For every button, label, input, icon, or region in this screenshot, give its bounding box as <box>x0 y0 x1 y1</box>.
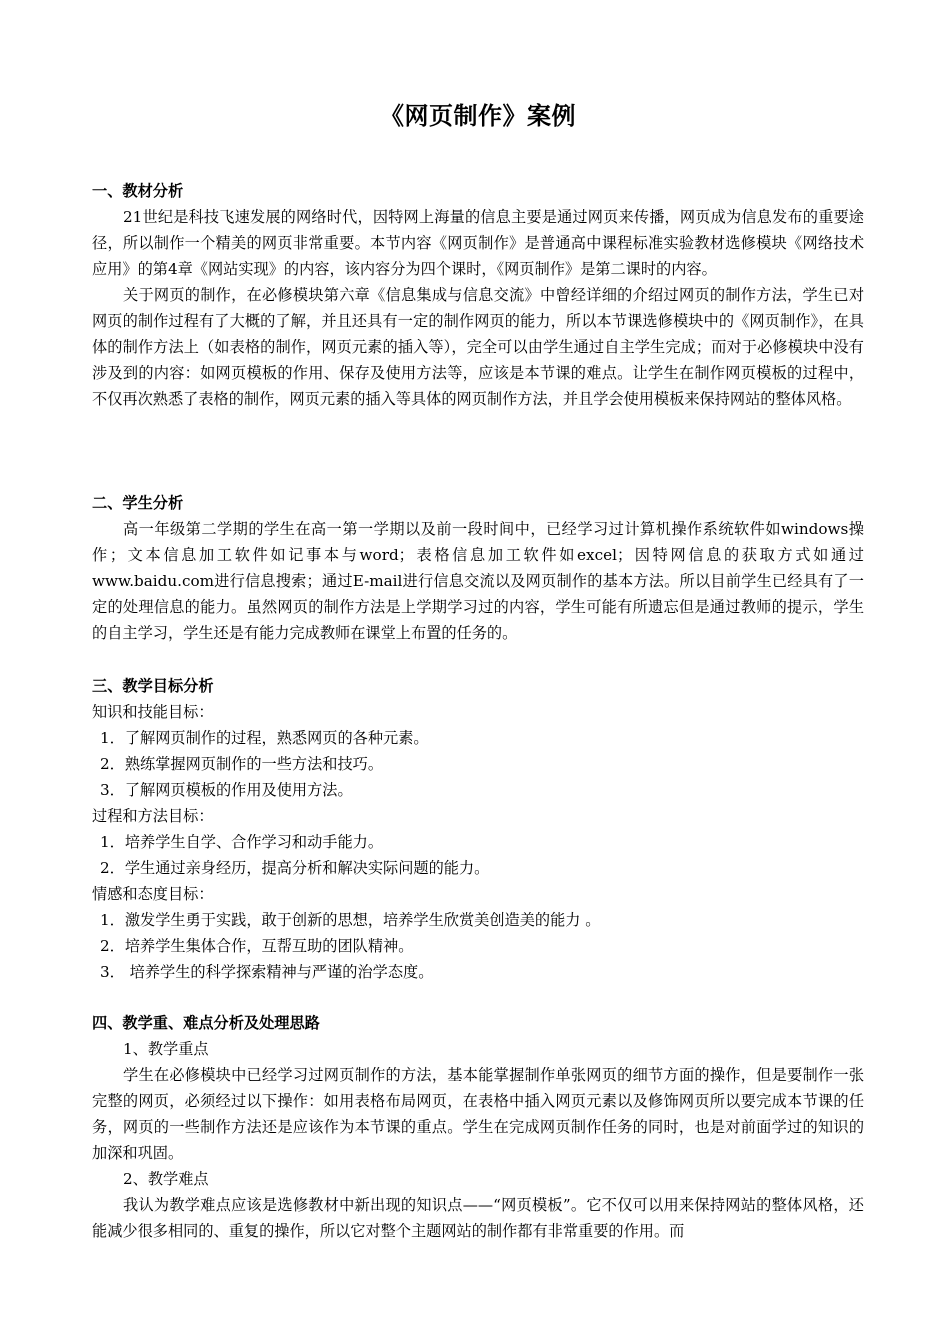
section-teaching-goals <box>92 673 864 985</box>
section-textbook-analysis <box>92 178 864 412</box>
list-item: 1．激发学生勇于实践，敢于创新的思想，培养学生欣赏美创造美的能力 。 <box>100 911 601 929</box>
list-item: 2．熟练掌握网页制作的一些方法和技巧。 <box>100 755 384 773</box>
section-heading: 三、教学目标分析 <box>92 677 214 695</box>
paragraph: 我认为教学难点应该是选修教材中新出现的知识点——“网页模板”。它不仅可以用来保持网站的整体风格，还能减少很多相同的、重复的操作，所以它对整个主题网站的制作都有非常重要的作用。而 <box>92 1196 864 1240</box>
subheading-difficulty: 2、教学难点 <box>123 1170 209 1188</box>
subheading-focus: 1、教学重点 <box>123 1040 209 1058</box>
list-item: 2．培养学生集体合作，互帮互助的团队精神。 <box>100 937 414 955</box>
section-heading: 二、学生分析 <box>92 494 184 512</box>
section-key-points <box>92 1010 864 1244</box>
paragraph: 高一年级第二学期的学生在高一第一学期以及前一段时间中，已经学习过计算机操作系统软件如windows操作；文本信息加工软件如记事本与word；表格信息加工软件如excel；因特网信息的获取方式如通过www.baidu.com进行信息搜索；通过E-mail进行信息交流以及网页制作的基本方法。所以目前学生已经具有了一定的处理信息的能力。虽然网页的制作方法是上学期学习过的内容，学生可能有所遗忘但是通过教师的提示，学生的自主学习，学生还是有能力完成教师在课堂上布置的任务的。 <box>92 520 864 642</box>
section-heading: 四、教学重、难点分析及处理思路 <box>92 1014 320 1032</box>
list-item: 3． 培养学生的科学探索精神与严谨的治学态度。 <box>100 963 434 981</box>
list-item: 2．学生通过亲身经历，提高分析和解决实际问题的能力。 <box>100 859 490 877</box>
paragraph: 学生在必修模块中已经学习过网页制作的方法，基本能掌握制作单张网页的细节方面的操作，但是要制作一张完整的网页，必须经过以下操作：如用表格布局网页，在表格中插入网页元素以及修饰网页所以要完成本节课的任务，网页的一些制作方法还是应该作为本节课的重点。学生在完成网页制作任务的同时，也是对前面学过的知识的加深和巩固。 <box>92 1066 864 1162</box>
knowledge-goals-label: 知识和技能目标： <box>92 703 214 721</box>
process-goals-label: 过程和方法目标： <box>92 807 214 825</box>
section-student-analysis <box>92 490 864 646</box>
list-item: 3．了解网页模板的作用及使用方法。 <box>100 781 353 799</box>
emotion-goals-label: 情感和态度目标： <box>92 885 214 903</box>
section-heading: 一、教材分析 <box>92 182 184 200</box>
list-item: 1．培养学生自学、合作学习和动手能力。 <box>100 833 384 851</box>
paragraph: 21世纪是科技飞速发展的网络时代，因特网上海量的信息主要是通过网页来传播，网页成为信息发布的重要途径，所以制作一个精美的网页非常重要。本节内容《网页制作》是普通高中课程标准实验教材选修模块《网络技术应用》的第4章《网站实现》的内容，该内容分为四个课时，《网页制作》是第二课时的内容。 <box>92 208 864 278</box>
document-title: 《网页制作》案例 <box>380 101 576 130</box>
paragraph: 关于网页的制作，在必修模块第六章《信息集成与信息交流》中曾经详细的介绍过网页的制作方法，学生已对网页的制作过程有了大概的了解，并且还具有一定的制作网页的能力，所以本节课选修模块中的《网页制作》，在具体的制作方法上（如表格的制作，网页元素的插入等），完全可以由学生通过自主学生完成；而对于必修模块中没有涉及到的内容：如网页模板的作用、保存及使用方法等，应该是本节课的难点。让学生在制作网页模板的过程中，不仅再次熟悉了表格的制作，网页元素的插入等具体的网页制作方法，并且学会使用模板来保持网站的整体风格。 <box>92 286 864 408</box>
list-item: 1．了解网页制作的过程，熟悉网页的各种元素。 <box>100 729 429 747</box>
